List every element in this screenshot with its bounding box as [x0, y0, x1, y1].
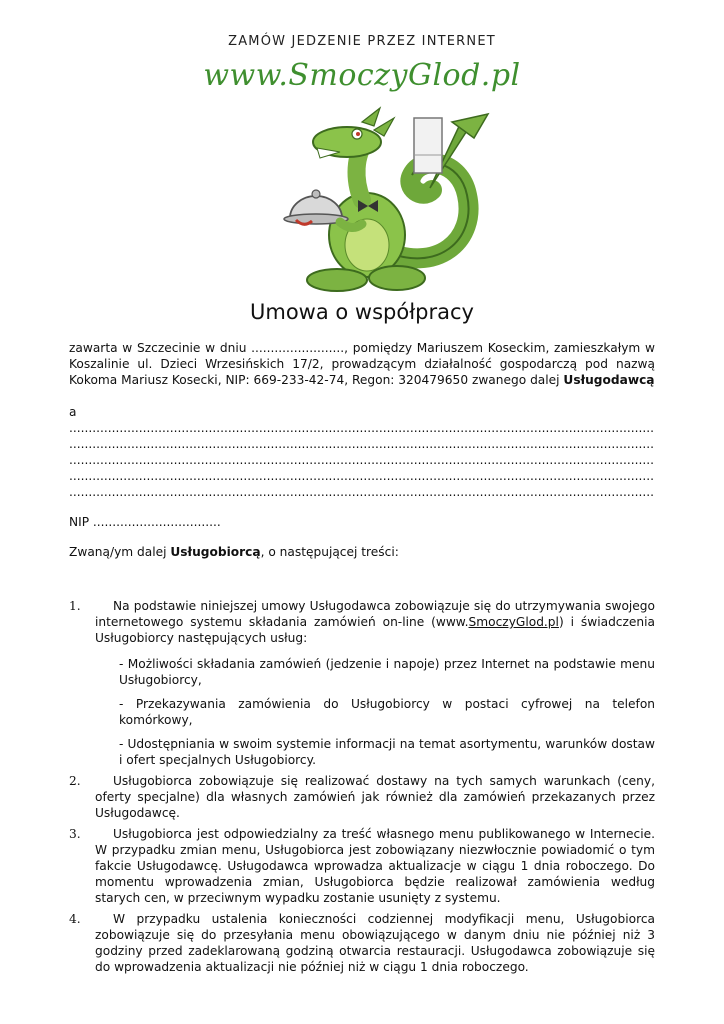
clause-text: W przypadku ustalenia konieczności codziennej modyfikacji menu, Usługobiorca zobowiązuje się do przesyłania menu obowiązującego w danym dniu nie później niż 3 godziny przed zadeklarowaną godziną otwarcia restauracji. Usługodawca zobowiązuje się do wprowadzenia aktualizacji nie później niż w ciągu 1 dnia roboczego. [95, 912, 655, 974]
dotted-line [69, 484, 655, 500]
zwana-text: Zwaną/ym dalej [69, 545, 171, 559]
service-item: - Udostępniania w swoim systemie informacji na temat asortymentu, warunków dostaw i ofert specjalnych Usługobiorcy. [119, 737, 655, 767]
dragon-mascot-logo [262, 100, 494, 300]
website-link[interactable]: SmoczyGlod.pl [468, 615, 559, 629]
clause-number: 2. [69, 774, 81, 788]
clause-item [69, 911, 655, 975]
clause-number: 4. [69, 912, 81, 926]
dotted-line [69, 436, 655, 452]
document-title: Umowa o współpracy [250, 300, 474, 324]
clause-text-b: ) i świadczenia Usługobiorcy następujących usług: [95, 615, 655, 645]
clause-text [95, 598, 655, 646]
dotted-line [69, 452, 655, 468]
contract-body [69, 340, 655, 980]
clause-item [69, 598, 655, 768]
and-label: a [69, 405, 77, 419]
dotted-line [69, 468, 655, 484]
clause-number: 3. [69, 827, 81, 841]
clause-text: Usługobiorca jest odpowiedzialny za treść własnego menu publikowanego w Internecie. W przypadku zmian menu, Usługobiorca jest zobowiązany niezwłocznie powiadomić o tym fakcie Usługodawcę. Usługodawca wprowadza aktualizacje w ciągu 1 dnia roboczego. Do momentu wprowadzenia zmian, Usługobiorca będzie realizował zamówienia według starych cen, w przeciwnym wypadku zostanie usunięty z systemu. [95, 827, 655, 905]
service-item: - Przekazywania zamówienia do Usługobiorcy w postaci cyfrowej na telefon komórkowy, [119, 697, 655, 727]
clause-item [69, 773, 655, 821]
intro-bold-term: Usługodawcą [563, 373, 655, 387]
dotted-line [69, 420, 655, 436]
clauses-list [69, 598, 655, 975]
zwana-text-end: , o następującej treści: [260, 545, 399, 559]
clause-item [69, 826, 655, 906]
zwana-bold-term: Usługobiorcą [170, 545, 261, 559]
intro-paragraph [69, 340, 655, 388]
intro-text: zawarta w Szczecinie w dniu ........................, pomiędzy Mariuszem Koseckim, zamieszkałym w Koszalinie ul. Dzieci Wrzesińskich 17/2, prowadzącym działalność gospodarczą pod nazwą Kokoma Mariusz Kosecki, NIP: 669-233-42-74, Regon: 320479650 zwanego dalej [69, 341, 655, 387]
header-tagline: ZAMÓW JEDZENIE PRZEZ INTERNET [228, 34, 496, 49]
clause-text: Usługobiorca zobowiązuje się realizować dostawy na tych samych warunkach (ceny, oferty specjalne) dla własnych zamówień jak również dla zamówień przekazanych przez Usługodawcę. [95, 774, 655, 820]
nip-field: NIP ................................. [69, 515, 221, 529]
parties-definition [69, 544, 655, 560]
clause-text-a: Na podstawie niniejszej umowy Usługodawca zobowiązuje się do utrzymywania swojego internetowego systemu składania zamówień on-line (www. [95, 599, 655, 629]
clause-number: 1. [69, 599, 81, 613]
site-url: www.SmoczyGlod.pl [203, 58, 521, 93]
service-item: - Możliwości składania zamówień (jedzenie i napoje) przez Internet na podstawie menu Usługobiorcy, [119, 657, 655, 687]
